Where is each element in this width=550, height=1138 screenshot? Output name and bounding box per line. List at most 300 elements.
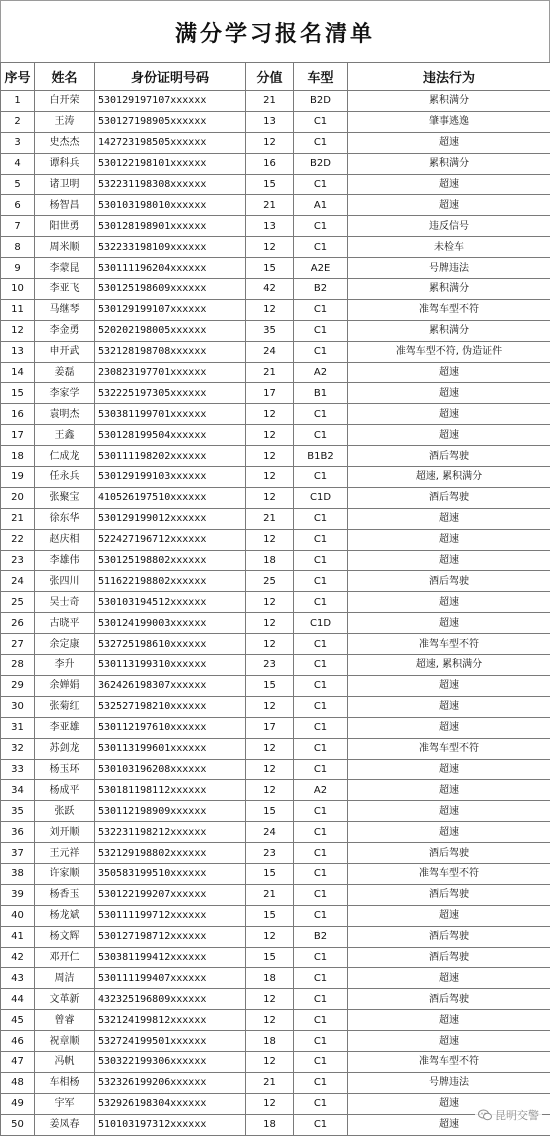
cell-name: 李金勇 bbox=[35, 320, 95, 341]
cell-id: 530125198802xxxxxx bbox=[95, 550, 246, 571]
cell-no: 37 bbox=[1, 843, 35, 864]
cell-violation: 未检车 bbox=[348, 237, 550, 258]
cell-name: 余婵娟 bbox=[35, 675, 95, 696]
cell-score: 12 bbox=[246, 529, 294, 550]
table-row bbox=[1, 216, 550, 237]
table-row bbox=[1, 843, 550, 864]
cell-id: 532124199812xxxxxx bbox=[95, 1010, 246, 1031]
cell-name: 史杰杰 bbox=[35, 132, 95, 153]
cell-violation: 超速, 累积满分 bbox=[348, 467, 550, 488]
cell-violation: 酒后驾驶 bbox=[348, 926, 550, 947]
table-row bbox=[1, 320, 550, 341]
cell-id: 520202198005xxxxxx bbox=[95, 320, 246, 341]
table-row bbox=[1, 592, 550, 613]
table-row bbox=[1, 613, 550, 634]
cell-score: 12 bbox=[246, 404, 294, 425]
cell-violation: 超速 bbox=[348, 132, 550, 153]
table-row bbox=[1, 780, 550, 801]
cell-no: 12 bbox=[1, 320, 35, 341]
table-row bbox=[1, 696, 550, 717]
cell-name: 许家顺 bbox=[35, 863, 95, 884]
cell-violation: 超速 bbox=[348, 1093, 550, 1114]
cell-name: 张跃 bbox=[35, 801, 95, 822]
cell-id: 530111198202xxxxxx bbox=[95, 446, 246, 467]
cell-name: 李蒙昆 bbox=[35, 258, 95, 279]
cell-violation: 肇事逃逸 bbox=[348, 111, 550, 132]
cell-no: 9 bbox=[1, 258, 35, 279]
cell-name: 马继琴 bbox=[35, 299, 95, 320]
cell-id: 530125198609xxxxxx bbox=[95, 279, 246, 300]
table-row bbox=[1, 550, 550, 571]
cell-vehicle: C1 bbox=[294, 508, 348, 529]
cell-name: 赵庆相 bbox=[35, 529, 95, 550]
table-row bbox=[1, 738, 550, 759]
cell-name: 冯帆 bbox=[35, 1051, 95, 1072]
cell-score: 12 bbox=[246, 696, 294, 717]
cell-id: 530111199407xxxxxx bbox=[95, 968, 246, 989]
cell-violation: 号牌违法 bbox=[348, 1072, 550, 1093]
wechat-icon bbox=[478, 1109, 492, 1121]
cell-vehicle: C1 bbox=[294, 320, 348, 341]
cell-id: 530129199107xxxxxx bbox=[95, 299, 246, 320]
cell-name: 周洁 bbox=[35, 968, 95, 989]
cell-score: 13 bbox=[246, 216, 294, 237]
cell-name: 吴士奇 bbox=[35, 592, 95, 613]
table-row bbox=[1, 91, 550, 112]
cell-id: 532724199501xxxxxx bbox=[95, 1031, 246, 1052]
cell-no: 7 bbox=[1, 216, 35, 237]
table-row bbox=[1, 467, 550, 488]
cell-vehicle: C1 bbox=[294, 1114, 348, 1135]
cell-vehicle: B2 bbox=[294, 279, 348, 300]
cell-name: 宇军 bbox=[35, 1093, 95, 1114]
cell-violation: 超速 bbox=[348, 592, 550, 613]
cell-score: 21 bbox=[246, 1072, 294, 1093]
cell-vehicle: B2 bbox=[294, 926, 348, 947]
cell-score: 21 bbox=[246, 91, 294, 112]
cell-vehicle: C1 bbox=[294, 968, 348, 989]
cell-violation: 超速 bbox=[348, 1010, 550, 1031]
cell-no: 23 bbox=[1, 550, 35, 571]
watermark bbox=[475, 1106, 542, 1124]
cell-id: 532129198802xxxxxx bbox=[95, 843, 246, 864]
cell-vehicle: A2 bbox=[294, 362, 348, 383]
cell-score: 12 bbox=[246, 634, 294, 655]
cell-id: 532527198210xxxxxx bbox=[95, 696, 246, 717]
cell-score: 12 bbox=[246, 467, 294, 488]
cell-no: 13 bbox=[1, 341, 35, 362]
cell-no: 10 bbox=[1, 279, 35, 300]
cell-score: 12 bbox=[246, 759, 294, 780]
cell-name: 王元祥 bbox=[35, 843, 95, 864]
cell-vehicle: B1B2 bbox=[294, 446, 348, 467]
table-row bbox=[1, 132, 550, 153]
table-row bbox=[1, 237, 550, 258]
cell-vehicle: C1 bbox=[294, 1051, 348, 1072]
cell-id: 530103196208xxxxxx bbox=[95, 759, 246, 780]
cell-violation: 超速 bbox=[348, 1114, 550, 1135]
table-row bbox=[1, 968, 550, 989]
cell-no: 1 bbox=[1, 91, 35, 112]
table-header-row bbox=[1, 63, 550, 91]
cell-no: 3 bbox=[1, 132, 35, 153]
table-row bbox=[1, 425, 550, 446]
cell-vehicle: C1 bbox=[294, 216, 348, 237]
cell-score: 21 bbox=[246, 508, 294, 529]
cell-violation: 超速 bbox=[348, 529, 550, 550]
cell-id: 532326199206xxxxxx bbox=[95, 1072, 246, 1093]
cell-no: 2 bbox=[1, 111, 35, 132]
cell-vehicle: C1 bbox=[294, 884, 348, 905]
table-row bbox=[1, 508, 550, 529]
cell-violation: 超速 bbox=[348, 550, 550, 571]
cell-vehicle: C1 bbox=[294, 111, 348, 132]
cell-score: 15 bbox=[246, 801, 294, 822]
table-row bbox=[1, 884, 550, 905]
cell-vehicle: C1 bbox=[294, 759, 348, 780]
cell-name: 刘开顺 bbox=[35, 822, 95, 843]
cell-vehicle: C1D bbox=[294, 487, 348, 508]
cell-name: 祝章顺 bbox=[35, 1031, 95, 1052]
cell-no: 42 bbox=[1, 947, 35, 968]
cell-no: 38 bbox=[1, 863, 35, 884]
cell-name: 李亚雄 bbox=[35, 717, 95, 738]
cell-name: 苏剑龙 bbox=[35, 738, 95, 759]
cell-id: 410526197510xxxxxx bbox=[95, 487, 246, 508]
cell-violation: 超速 bbox=[348, 613, 550, 634]
cell-vehicle: C1 bbox=[294, 1072, 348, 1093]
cell-no: 21 bbox=[1, 508, 35, 529]
table-row bbox=[1, 926, 550, 947]
cell-violation: 超速 bbox=[348, 717, 550, 738]
cell-score: 15 bbox=[246, 947, 294, 968]
cell-vehicle: A2 bbox=[294, 780, 348, 801]
cell-no: 25 bbox=[1, 592, 35, 613]
cell-vehicle: C1 bbox=[294, 717, 348, 738]
cell-score: 15 bbox=[246, 675, 294, 696]
table-row bbox=[1, 655, 550, 676]
cell-vehicle: C1 bbox=[294, 822, 348, 843]
table-row bbox=[1, 1031, 550, 1052]
cell-violation: 超速 bbox=[348, 508, 550, 529]
cell-name: 徐东华 bbox=[35, 508, 95, 529]
cell-id: 530111199712xxxxxx bbox=[95, 905, 246, 926]
cell-violation: 酒后驾驶 bbox=[348, 446, 550, 467]
cell-no: 14 bbox=[1, 362, 35, 383]
cell-score: 12 bbox=[246, 592, 294, 613]
table-row bbox=[1, 989, 550, 1010]
cell-no: 8 bbox=[1, 237, 35, 258]
cell-name: 姜凤春 bbox=[35, 1114, 95, 1135]
cell-id: 530127198905xxxxxx bbox=[95, 111, 246, 132]
cell-id: 530113199601xxxxxx bbox=[95, 738, 246, 759]
cell-no: 26 bbox=[1, 613, 35, 634]
cell-score: 12 bbox=[246, 926, 294, 947]
table-row bbox=[1, 634, 550, 655]
cell-score: 18 bbox=[246, 550, 294, 571]
cell-name: 张聚宝 bbox=[35, 487, 95, 508]
cell-vehicle: C1 bbox=[294, 989, 348, 1010]
cell-vehicle: C1 bbox=[294, 425, 348, 446]
cell-no: 19 bbox=[1, 467, 35, 488]
cell-no: 18 bbox=[1, 446, 35, 467]
cell-violation: 酒后驾驶 bbox=[348, 989, 550, 1010]
cell-no: 16 bbox=[1, 404, 35, 425]
cell-score: 12 bbox=[246, 1010, 294, 1031]
cell-vehicle: C1 bbox=[294, 1093, 348, 1114]
cell-name: 任永兵 bbox=[35, 467, 95, 488]
cell-id: 530322199306xxxxxx bbox=[95, 1051, 246, 1072]
cell-id: 530103198010xxxxxx bbox=[95, 195, 246, 216]
table-row bbox=[1, 801, 550, 822]
cell-name: 白开荣 bbox=[35, 91, 95, 112]
cell-score: 35 bbox=[246, 320, 294, 341]
cell-score: 21 bbox=[246, 195, 294, 216]
cell-no: 48 bbox=[1, 1072, 35, 1093]
cell-score: 15 bbox=[246, 258, 294, 279]
cell-score: 15 bbox=[246, 905, 294, 926]
cell-id: 532231198212xxxxxx bbox=[95, 822, 246, 843]
cell-violation: 累积满分 bbox=[348, 279, 550, 300]
cell-score: 18 bbox=[246, 968, 294, 989]
cell-no: 17 bbox=[1, 425, 35, 446]
cell-score: 12 bbox=[246, 989, 294, 1010]
cell-violation: 超速 bbox=[348, 425, 550, 446]
cell-violation: 累积满分 bbox=[348, 153, 550, 174]
cell-violation: 准驾车型不符 bbox=[348, 299, 550, 320]
cell-vehicle: C1 bbox=[294, 634, 348, 655]
cell-id: 522427196712xxxxxx bbox=[95, 529, 246, 550]
table-row bbox=[1, 111, 550, 132]
cell-id: 530122199207xxxxxx bbox=[95, 884, 246, 905]
cell-no: 11 bbox=[1, 299, 35, 320]
cell-violation: 酒后驾驶 bbox=[348, 884, 550, 905]
cell-vehicle: C1 bbox=[294, 341, 348, 362]
header-id: 身份证明号码 bbox=[95, 63, 246, 91]
cell-violation: 准驾车型不符 bbox=[348, 738, 550, 759]
cell-no: 43 bbox=[1, 968, 35, 989]
cell-vehicle: C1 bbox=[294, 905, 348, 926]
cell-score: 15 bbox=[246, 174, 294, 195]
cell-violation: 酒后驾驶 bbox=[348, 487, 550, 508]
cell-vehicle: B1 bbox=[294, 383, 348, 404]
cell-id: 530381199412xxxxxx bbox=[95, 947, 246, 968]
cell-name: 王涛 bbox=[35, 111, 95, 132]
cell-id: 532233198109xxxxxx bbox=[95, 237, 246, 258]
cell-id: 530112198909xxxxxx bbox=[95, 801, 246, 822]
cell-vehicle: B2D bbox=[294, 153, 348, 174]
cell-violation: 超速 bbox=[348, 905, 550, 926]
cell-violation: 酒后驾驶 bbox=[348, 843, 550, 864]
cell-name: 张菊红 bbox=[35, 696, 95, 717]
cell-name: 杨文辉 bbox=[35, 926, 95, 947]
cell-no: 31 bbox=[1, 717, 35, 738]
table-row bbox=[1, 279, 550, 300]
cell-score: 12 bbox=[246, 487, 294, 508]
cell-violation: 超速 bbox=[348, 696, 550, 717]
cell-score: 16 bbox=[246, 153, 294, 174]
cell-score: 24 bbox=[246, 822, 294, 843]
cell-violation: 超速 bbox=[348, 1031, 550, 1052]
cell-no: 29 bbox=[1, 675, 35, 696]
cell-violation: 号牌违法 bbox=[348, 258, 550, 279]
table-row bbox=[1, 1072, 550, 1093]
cell-score: 12 bbox=[246, 132, 294, 153]
cell-vehicle: C1 bbox=[294, 237, 348, 258]
cell-vehicle: C1 bbox=[294, 947, 348, 968]
cell-vehicle: C1 bbox=[294, 655, 348, 676]
table-row bbox=[1, 341, 550, 362]
cell-id: 350583199510xxxxxx bbox=[95, 863, 246, 884]
cell-no: 35 bbox=[1, 801, 35, 822]
cell-score: 23 bbox=[246, 655, 294, 676]
cell-score: 12 bbox=[246, 299, 294, 320]
registration-table bbox=[0, 62, 550, 1136]
cell-name: 王鑫 bbox=[35, 425, 95, 446]
cell-violation: 累积满分 bbox=[348, 91, 550, 112]
cell-name: 李家学 bbox=[35, 383, 95, 404]
header-score: 分值 bbox=[246, 63, 294, 91]
cell-id: 530111196204xxxxxx bbox=[95, 258, 246, 279]
cell-no: 5 bbox=[1, 174, 35, 195]
table-row bbox=[1, 905, 550, 926]
cell-no: 46 bbox=[1, 1031, 35, 1052]
table-row bbox=[1, 153, 550, 174]
cell-name: 袁明杰 bbox=[35, 404, 95, 425]
cell-violation: 违反信号 bbox=[348, 216, 550, 237]
cell-violation: 准驾车型不符 bbox=[348, 863, 550, 884]
table-row bbox=[1, 446, 550, 467]
cell-id: 511622198802xxxxxx bbox=[95, 571, 246, 592]
header-no: 序号 bbox=[1, 63, 35, 91]
cell-score: 24 bbox=[246, 341, 294, 362]
cell-id: 530129197107xxxxxx bbox=[95, 91, 246, 112]
cell-no: 20 bbox=[1, 487, 35, 508]
cell-vehicle: C1D bbox=[294, 613, 348, 634]
table-row bbox=[1, 174, 550, 195]
cell-score: 21 bbox=[246, 884, 294, 905]
cell-violation: 酒后驾驶 bbox=[348, 947, 550, 968]
cell-no: 39 bbox=[1, 884, 35, 905]
cell-no: 30 bbox=[1, 696, 35, 717]
cell-score: 13 bbox=[246, 111, 294, 132]
cell-no: 32 bbox=[1, 738, 35, 759]
cell-id: 530122198101xxxxxx bbox=[95, 153, 246, 174]
cell-no: 36 bbox=[1, 822, 35, 843]
cell-id: 530129199012xxxxxx bbox=[95, 508, 246, 529]
cell-vehicle: C1 bbox=[294, 132, 348, 153]
cell-vehicle: C1 bbox=[294, 675, 348, 696]
cell-score: 12 bbox=[246, 237, 294, 258]
cell-vehicle: C1 bbox=[294, 550, 348, 571]
table-row bbox=[1, 1010, 550, 1031]
cell-score: 18 bbox=[246, 1114, 294, 1135]
cell-vehicle: C1 bbox=[294, 404, 348, 425]
cell-no: 24 bbox=[1, 571, 35, 592]
cell-score: 17 bbox=[246, 717, 294, 738]
cell-vehicle: A2E bbox=[294, 258, 348, 279]
cell-name: 杨智昌 bbox=[35, 195, 95, 216]
table-row bbox=[1, 195, 550, 216]
cell-name: 谭科兵 bbox=[35, 153, 95, 174]
cell-name: 李雄伟 bbox=[35, 550, 95, 571]
cell-violation: 超速 bbox=[348, 759, 550, 780]
cell-score: 12 bbox=[246, 1093, 294, 1114]
cell-no: 15 bbox=[1, 383, 35, 404]
cell-violation: 酒后驾驶 bbox=[348, 571, 550, 592]
cell-id: 530381199701xxxxxx bbox=[95, 404, 246, 425]
cell-score: 15 bbox=[246, 863, 294, 884]
cell-score: 12 bbox=[246, 1051, 294, 1072]
cell-score: 42 bbox=[246, 279, 294, 300]
cell-no: 47 bbox=[1, 1051, 35, 1072]
cell-violation: 超速 bbox=[348, 801, 550, 822]
cell-id: 530113199310xxxxxx bbox=[95, 655, 246, 676]
cell-score: 23 bbox=[246, 843, 294, 864]
cell-violation: 超速 bbox=[348, 404, 550, 425]
cell-violation: 准驾车型不符 bbox=[348, 1051, 550, 1072]
table-row bbox=[1, 258, 550, 279]
cell-score: 18 bbox=[246, 1031, 294, 1052]
page-title: 满分学习报名清单 bbox=[174, 20, 375, 47]
cell-violation: 累积满分 bbox=[348, 320, 550, 341]
cell-violation: 准驾车型不符, 伪造证件 bbox=[348, 341, 550, 362]
table-row bbox=[1, 362, 550, 383]
cell-name: 杨玉环 bbox=[35, 759, 95, 780]
table-row bbox=[1, 863, 550, 884]
cell-score: 17 bbox=[246, 383, 294, 404]
cell-score: 12 bbox=[246, 780, 294, 801]
cell-name: 李亚飞 bbox=[35, 279, 95, 300]
title-box bbox=[0, 0, 550, 63]
cell-score: 21 bbox=[246, 362, 294, 383]
cell-id: 532725198610xxxxxx bbox=[95, 634, 246, 655]
cell-vehicle: B2D bbox=[294, 91, 348, 112]
cell-id: 530128199504xxxxxx bbox=[95, 425, 246, 446]
cell-vehicle: C1 bbox=[294, 738, 348, 759]
cell-id: 510103197312xxxxxx bbox=[95, 1114, 246, 1135]
cell-name: 张四川 bbox=[35, 571, 95, 592]
cell-vehicle: C1 bbox=[294, 1010, 348, 1031]
cell-name: 申开武 bbox=[35, 341, 95, 362]
cell-id: 530103194512xxxxxx bbox=[95, 592, 246, 613]
cell-vehicle: C1 bbox=[294, 529, 348, 550]
cell-id: 530112197610xxxxxx bbox=[95, 717, 246, 738]
cell-id: 530181198112xxxxxx bbox=[95, 780, 246, 801]
cell-score: 12 bbox=[246, 425, 294, 446]
cell-violation: 超速 bbox=[348, 968, 550, 989]
cell-no: 34 bbox=[1, 780, 35, 801]
cell-id: 362426198307xxxxxx bbox=[95, 675, 246, 696]
header-vehicle: 车型 bbox=[294, 63, 348, 91]
cell-id: 532231198308xxxxxx bbox=[95, 174, 246, 195]
cell-vehicle: C1 bbox=[294, 299, 348, 320]
cell-name: 邓开仁 bbox=[35, 947, 95, 968]
cell-score: 12 bbox=[246, 446, 294, 467]
table-row bbox=[1, 571, 550, 592]
table-row bbox=[1, 404, 550, 425]
header-violation: 违法行为 bbox=[348, 63, 550, 91]
cell-name: 车相杨 bbox=[35, 1072, 95, 1093]
cell-no: 28 bbox=[1, 655, 35, 676]
cell-name: 周米顺 bbox=[35, 237, 95, 258]
cell-vehicle: C1 bbox=[294, 863, 348, 884]
watermark-text: 昆明交警 bbox=[495, 1109, 539, 1122]
cell-name: 杨成平 bbox=[35, 780, 95, 801]
table-body bbox=[1, 91, 550, 1136]
cell-vehicle: C1 bbox=[294, 696, 348, 717]
cell-id: 142723198505xxxxxx bbox=[95, 132, 246, 153]
